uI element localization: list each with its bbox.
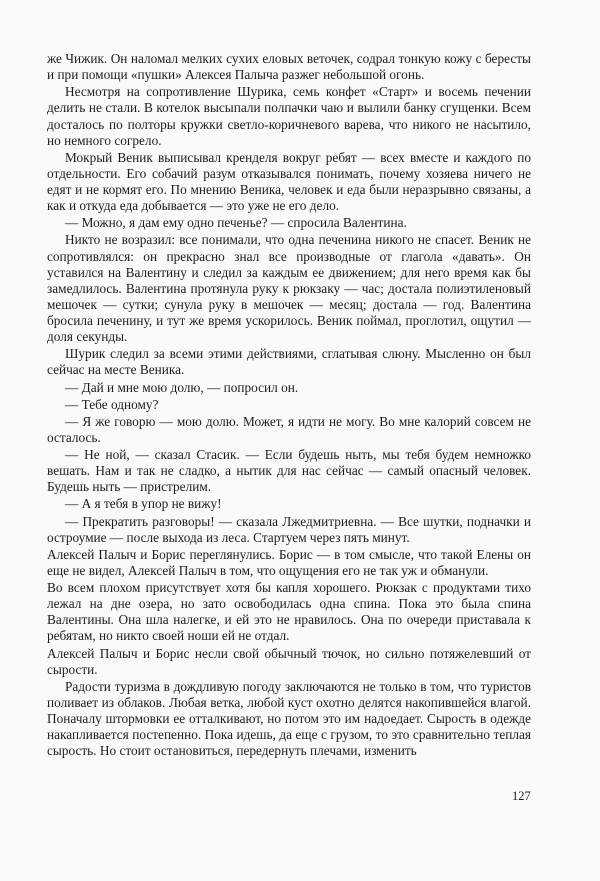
paragraph: Мокрый Веник выписывал кренделя вокруг ребят — всех вместе и каждого по отдельности. Его собачий разум отказывался понимать, почему хозяева ничего не едят и не кормят его. По мнению Веника, человек и еда были неразрывно связаны, а как и откуда еда добывается — это уже не его дело.	[47, 149, 531, 214]
dialogue-line: — Дай и мне мою долю, — попросил он.	[65, 379, 299, 395]
dialogue-line: — А я тебя в упор не вижу!	[65, 496, 222, 512]
paragraph: Шурик следил за всеми этими действиями, сглатывая слюну. Мысленно он был сейчас на месте Веника.	[47, 346, 531, 378]
dialogue-line: — Тебе одному?	[65, 396, 159, 412]
paragraph: Во всем плохом присутствует хотя бы капля хорошего. Рюкзак с продуктами тихо лежал на дне озера, но зато освободилась одна спина. Пока это была спина Валентины. Она шла налегке, и ей это не нравилось. Она по очереди приставала к ребятам, но никто своей ноши ей не отдал.	[47, 580, 531, 644]
page-body-text	[47, 51, 531, 760]
dialogue-line: — Я же говорю — мою долю. Может, я идти не могу. Во мне калорий совсем не осталось.	[47, 413, 531, 445]
dialogue-line: — Прекратить разговоры! — сказала Лжедмитриевна. — Все шутки, подначки и остроумие — после выхода из леса. Стартуем через пять минут.	[47, 513, 531, 545]
paragraph: Никто не возразил: все понимали, что одна печенина никого не спасет. Веник не сопротивлялся: он прекрасно знал все производные от глагола «давать». Он уставился на Валентину и следил за каждым ее движением; для него время как бы замедлилось. Валентина протянула руку к рюкзаку — час; достала полиэтиленовый мешочек — сутки; сунула руку в мешочек — месяц; достала — год. Валентина бросила печенину, и тут же время ускорилось. Веник поймал, проглотил, ощутил — доля секунды.	[47, 232, 531, 345]
page-number: 127	[512, 789, 531, 803]
dialogue-line: — Не ной, — сказал Стасик. — Если будешь ныть, мы тебя будем немножко вешать. Нам и так не сладко, а нытик для нас сейчас — самый опасный человек. Будешь ныть — пристрелим.	[47, 447, 531, 495]
paragraph: Алексей Палыч и Борис несли свой обычный тючок, но сильно потяжелевший от сырости.	[47, 645, 531, 677]
paragraph: Несмотря на сопротивление Шурика, семь конфет «Старт» и восемь печении делить не стали. В котелок высыпали полпачки чаю и вылили банку сгущенки. Всем досталось по полторы кружки светло-коричневого варева, что никого не насытило, но немного согрело.	[47, 84, 531, 148]
paragraph: Радости туризма в дождливую погоду заключаются не только в том, что туристов поливает из облаков. Любая ветка, любой куст охотно делятся накопившейся влагой. Поначалу штормовки ее отталкивают, но потом это им надоедает. Сырость в одежде накапливается постепенно. Пока идешь, да еще с грузом, то это сравнительно теплая сырость. Но стоит остановиться, передернуть плечами, изменить	[47, 678, 531, 759]
paragraph: же Чижик. Он наломал мелких сухих еловых веточек, содрал тонкую кожу с бересты и при помощи «пушки» Алексея Палыча разжег небольшой огонь.	[47, 51, 531, 83]
paragraph: — Можно, я дам ему одно печенье? — спросила Валентина.	[65, 215, 407, 231]
paragraph: Алексей Палыч и Борис переглянулись. Борис — в том смысле, что такой Елены он еще не видел, Алексей Палыч в том, что ощущения его не так уж и обманули.	[47, 546, 531, 578]
